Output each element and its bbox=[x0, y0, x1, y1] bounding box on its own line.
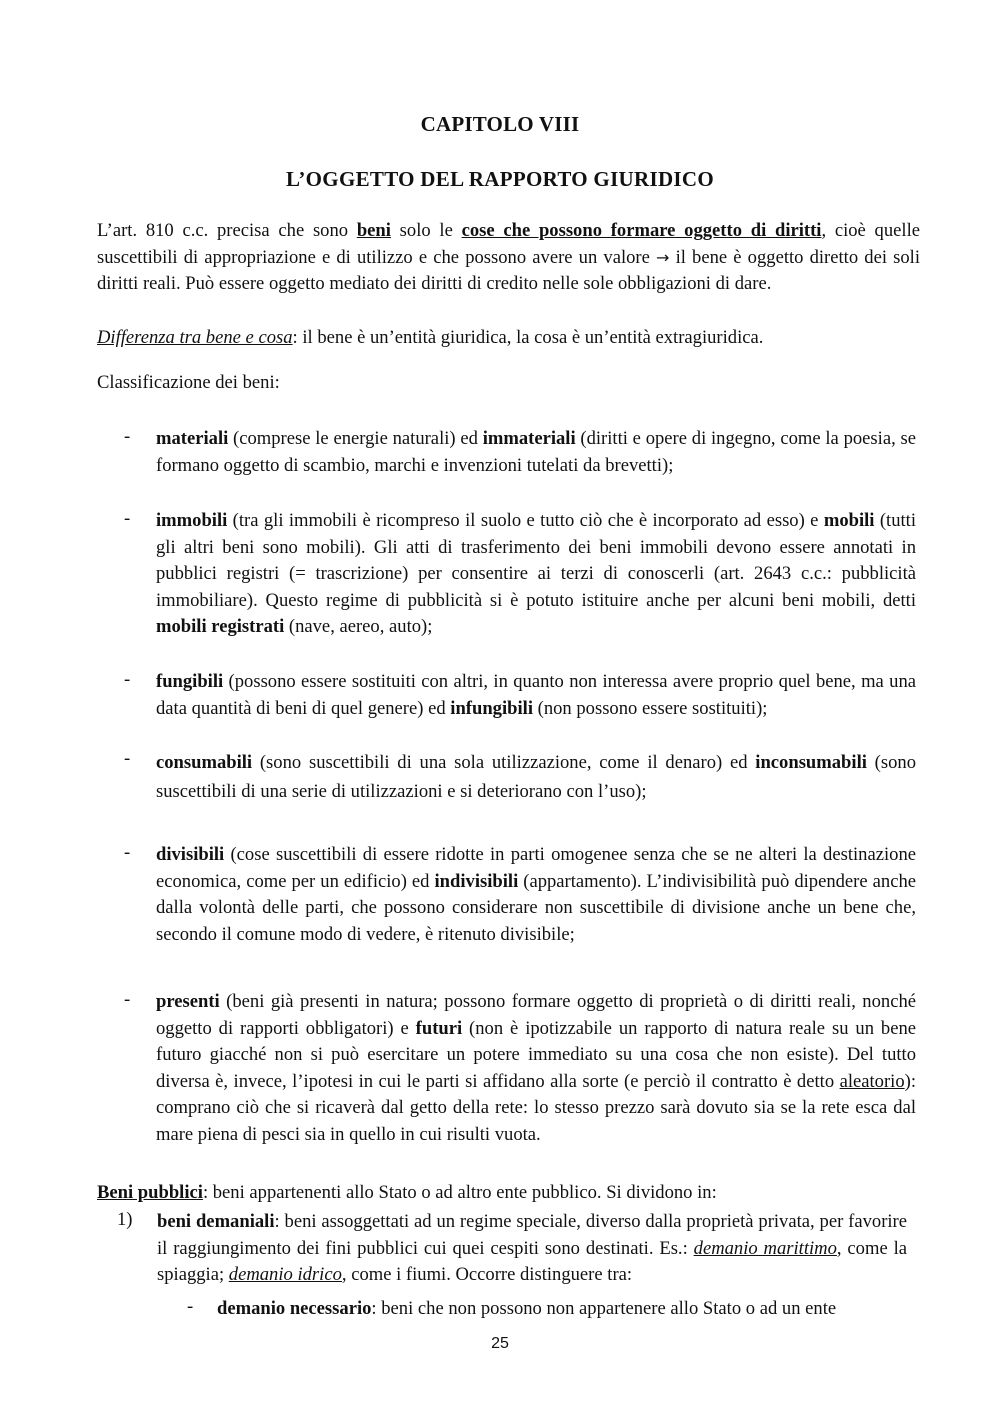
term-bold: demanio necessario bbox=[217, 1298, 372, 1319]
item-text-part: (comprese le energie naturali) ed bbox=[228, 428, 483, 449]
public-goods-text: : beni appartenenti allo Stato o ad altro ente pubblico. Si dividono in: bbox=[202, 1182, 717, 1203]
list-item-text bbox=[156, 842, 916, 948]
intro-text-1: L’art. 810 c.c. precisa che sono bbox=[97, 220, 357, 241]
list-dash: - bbox=[124, 842, 131, 863]
sub-list-item-text bbox=[217, 1296, 907, 1323]
list-dash: - bbox=[124, 989, 131, 1010]
term-bold: mobili registrati bbox=[156, 616, 285, 637]
list-item-text bbox=[156, 989, 916, 1148]
page-number: 25 bbox=[491, 1335, 509, 1352]
term-bold: indivisibili bbox=[434, 870, 519, 892]
term-cose: cose che possono formare oggetto di diritti bbox=[461, 220, 822, 241]
public-goods-label: Beni pubblici bbox=[97, 1182, 203, 1203]
item-text-part: (tra gli immobili è ricompreso il suolo e tutto ciò che è incorporato ad esso) e bbox=[227, 510, 824, 531]
item-text-part: : beni che non possono non appartenere allo Stato o ad un ente bbox=[371, 1298, 837, 1319]
item-text-part: : beni assoggettati ad un regime speciale, diverso dalla proprietà privata, per favorire il raggiungimento dei fini pubblici cui quei cespiti sono destinati. Es.: bbox=[157, 1211, 907, 1259]
intro-text-4: il bene è oggetto diretto dei soli diritti reali. Può essere oggetto mediato dei diritti di credito nelle sole obbligazioni di dare. bbox=[97, 246, 920, 294]
intro-paragraph bbox=[97, 218, 920, 298]
item-text-part: (nave, aereo, auto); bbox=[284, 616, 433, 637]
list-dash: - bbox=[187, 1296, 194, 1317]
term-bold: materiali bbox=[156, 428, 229, 449]
item-text-part: (appartamento). L’indivisibilità può dipendere anche dalla volontà delle parti, che possono considerare non suscettibile di divisione anche un bene che, secondo il comune modo di vedere, è ritenuto divisibile; bbox=[156, 870, 917, 945]
term-bold: infungibili bbox=[450, 697, 533, 719]
term-bold: beni demaniali bbox=[157, 1211, 275, 1232]
chapter-heading: CAPITOLO VIII bbox=[420, 112, 580, 136]
example-underlined: demanio idrico bbox=[228, 1264, 342, 1285]
list-item-text bbox=[156, 426, 916, 479]
list-item-text bbox=[156, 508, 916, 641]
public-goods-paragraph bbox=[97, 1180, 920, 1207]
difference-label: Differenza tra bene e cosa bbox=[97, 327, 293, 348]
list-item-text bbox=[156, 748, 916, 806]
item-number: 1) bbox=[117, 1209, 133, 1230]
item-text-part: (non è ipotizzabile un rapporto di natura reale su un bene futuro giacché non si può esercitare un potere immediato su una cosa che non esiste). Del tutto diversa è, invece, l’ipotesi in cui le parti si affidano alla sorte (e perciò il contratto è detto bbox=[156, 1017, 917, 1092]
term-bold: presenti bbox=[156, 991, 220, 1012]
item-text-part: , come la spiaggia; bbox=[157, 1237, 907, 1285]
list-dash: - bbox=[124, 426, 131, 447]
item-text-part: ): comprano ciò che si ricaverà dal getto della rete: lo stesso prezzo sarà dovuto sia se la rete esca dal mare piena di pesci sia in quello in cui risulti vuota. bbox=[156, 1070, 916, 1145]
classification-heading: Classificazione dei beni: bbox=[97, 372, 280, 393]
item-text-part: (beni già presenti in natura; possono formare oggetto di proprietà o di diritti reali, nonché oggetto di rapporti obbligatori) e bbox=[156, 991, 916, 1039]
term-underlined: aleatorio bbox=[839, 1070, 905, 1092]
item-text-part: , come i fiumi. Occorre distinguere tra: bbox=[341, 1264, 633, 1285]
term-bold: immateriali bbox=[482, 428, 576, 449]
list-item-text bbox=[156, 669, 916, 722]
arrow-right-icon: → bbox=[656, 247, 670, 267]
item-text-part: (sono suscettibili di una sola utilizzazione, come il denaro) ed bbox=[252, 752, 756, 773]
item-text-part: (sono suscettibili di una serie di utilizzazioni e si deteriorano con l’uso); bbox=[156, 752, 916, 802]
chapter-title: L’OGGETTO DEL RAPPORTO GIURIDICO bbox=[286, 167, 714, 191]
numbered-item-text bbox=[157, 1209, 907, 1289]
term-bold: fungibili bbox=[156, 671, 224, 692]
term-bold: immobili bbox=[156, 510, 228, 531]
item-text-part: (diritti e opere di ingegno, come la poesia, se formano oggetto di scambio, marchi e invenzioni tutelati da brevetti); bbox=[156, 428, 916, 476]
item-text-part: (possono essere sostituiti con altri, in quanto non interessa avere proprio quel bene, ma una data quantità di beni di quel genere) ed bbox=[156, 671, 916, 719]
intro-text-3: , cioè quelle suscettibili di appropriazione e di utilizzo e che possono avere un valore bbox=[97, 220, 920, 268]
term-bold: futuri bbox=[415, 1017, 463, 1039]
list-dash: - bbox=[124, 748, 131, 769]
difference-paragraph bbox=[97, 325, 920, 352]
item-text-part: (non possono essere sostituiti); bbox=[532, 697, 768, 719]
item-text-part: (cose suscettibili di essere ridotte in parti omogenee senza che se ne alteri la destinazione economica, come per un edificio) ed bbox=[156, 844, 916, 892]
difference-text: : il bene è un’entità giuridica, la cosa è un’entità extragiuridica. bbox=[292, 327, 764, 348]
term-bold: mobili bbox=[823, 510, 875, 531]
example-underlined: demanio marittimo bbox=[693, 1237, 837, 1259]
term-bold: divisibili bbox=[156, 844, 225, 865]
list-dash: - bbox=[124, 669, 131, 690]
list-dash: - bbox=[124, 508, 131, 529]
item-text-part: (tutti gli altri beni sono mobili). Gli atti di trasferimento dei beni immobili devono essere annotati in pubblici registri (= trascrizione) per consentire ai terzi di conoscerli (art. 2643 c.c.: pubblicità immobiliare). Questo regime di pubblicità si è potuto istituire anche per alcuni beni mobili, detti bbox=[156, 510, 916, 611]
term-beni: beni bbox=[356, 220, 391, 241]
term-bold: consumabili bbox=[156, 752, 253, 773]
term-bold: inconsumabili bbox=[755, 752, 867, 773]
intro-text-2: solo le bbox=[390, 220, 462, 241]
